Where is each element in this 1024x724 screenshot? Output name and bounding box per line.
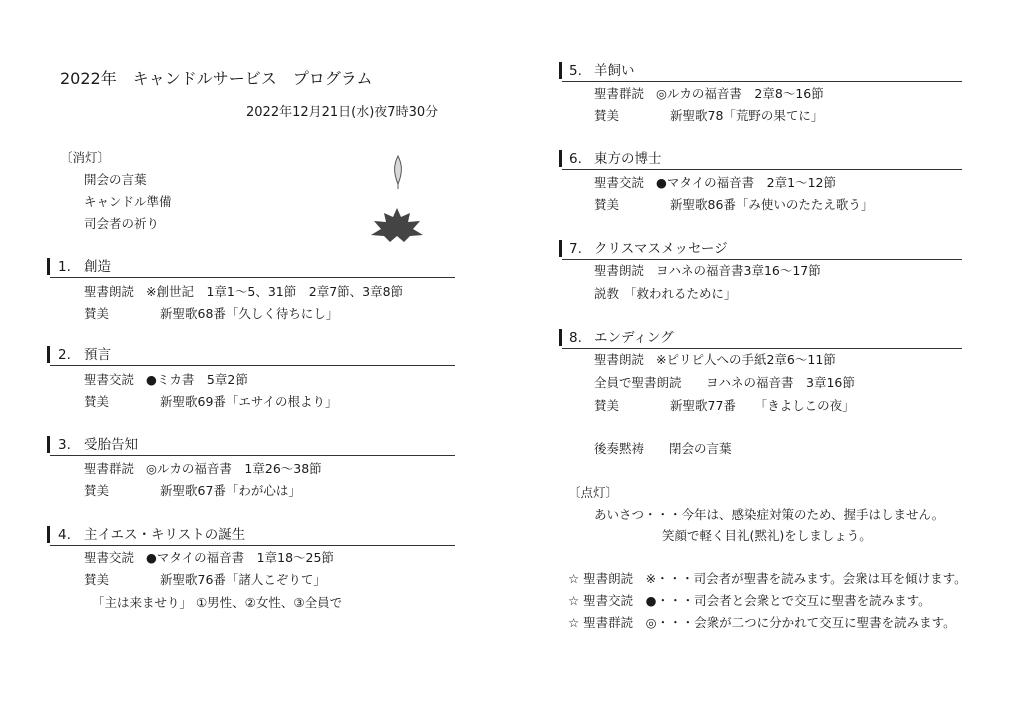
row-text: 新聖歌68番「久しく待ちにし」 <box>160 306 339 321</box>
row-label: 聖書朗読 <box>594 352 645 367</box>
lights-on-line: 笑顔で軽く目礼(黙礼)をしましょう。 <box>662 528 872 543</box>
section-marker <box>47 526 50 543</box>
section-marker <box>47 436 50 453</box>
section-title: 受胎告知 <box>84 437 138 453</box>
legend-note: ☆ 聖書群読 ◎・・・会衆が二つに分かれて交互に聖書を読みます。 <box>568 615 956 630</box>
row-text: ◎ルカの福音書 1章26～38節 <box>146 461 322 476</box>
row-label: 説教 <box>594 286 620 301</box>
row-text: 新聖歌76番「諸人こぞりて」 <box>160 572 326 587</box>
row-label: 聖書朗読 <box>84 284 135 299</box>
row-label: 全員で聖書朗読 <box>594 375 682 390</box>
row-label: 賛美 <box>84 394 110 409</box>
row-text: ●マタイの福音書 1章18～25節 <box>146 550 334 565</box>
row-label: 賛美 <box>84 483 110 498</box>
section-divider <box>562 259 962 260</box>
program-title: 2022年 キャンドルサービス プログラム <box>60 69 373 88</box>
section-divider <box>50 277 455 278</box>
section-number: 6. <box>569 151 582 167</box>
row-label: 賛美 <box>84 572 110 587</box>
row-label: 聖書交読 <box>84 372 135 387</box>
row-text: ※ピリピ人への手紙2章6～11節 <box>656 352 836 367</box>
section-title: 主イエス・キリストの誕生 <box>84 527 246 543</box>
section-divider <box>50 365 455 366</box>
section-marker <box>559 150 562 167</box>
section-marker <box>559 329 562 346</box>
candle-flame-icon <box>388 154 408 190</box>
section-number: 1. <box>58 259 71 275</box>
row-text: 新聖歌78「荒野の果てに」 <box>670 108 824 123</box>
row-text: 新聖歌67番「わが心は」 <box>160 483 301 498</box>
row-text: ヨハネの福音書 3章16節 <box>706 375 855 390</box>
program-datetime: 2022年12月21日(水)夜7時30分 <box>246 105 439 120</box>
row-text: 新聖歌86番「み使いのたたえ歌う」 <box>670 197 874 212</box>
row-text: ◎ルカの福音書 2章8～16節 <box>656 86 824 101</box>
row-text: ●マタイの福音書 2章1～12節 <box>656 175 836 190</box>
row-text: 新聖歌69番「エサイの根より」 <box>160 394 338 409</box>
row-text: 新聖歌77番 「きよしこの夜」 <box>670 398 855 413</box>
lights-off-label: 〔消灯〕 <box>60 150 111 165</box>
section-title: クリスマスメッセージ <box>594 241 728 257</box>
section-number: 5. <box>569 63 582 79</box>
holly-leaf-icon <box>368 205 426 245</box>
closing-line: 後奏黙祷 閉会の言葉 <box>594 441 732 456</box>
section-marker <box>559 240 562 257</box>
lights-off-item: 司会者の祈り <box>84 216 160 231</box>
lights-on-line: あいさつ・・・今年は、感染症対策のため、握手はしません。 <box>594 507 945 522</box>
section-divider <box>562 169 962 170</box>
lights-on-label: 〔点灯〕 <box>568 485 619 500</box>
section-title: 創造 <box>84 259 111 275</box>
section-title: 東方の博士 <box>594 151 662 167</box>
lights-off-item: 開会の言葉 <box>84 172 147 187</box>
section-title: エンディング <box>594 330 674 346</box>
row-label: 聖書交読 <box>594 175 645 190</box>
row-label: 聖書群読 <box>84 461 135 476</box>
row-text: ヨハネの福音書3章16～17節 <box>656 263 821 278</box>
legend-note: ☆ 聖書交読 ●・・・司会者と会衆とで交互に聖書を読みます。 <box>568 593 931 608</box>
section-number: 7. <box>569 241 582 257</box>
row-label: 賛美 <box>594 108 620 123</box>
legend-note: ☆ 聖書朗読 ※・・・司会者が聖書を読みます。会衆は耳を傾けます。 <box>568 571 967 586</box>
section-marker <box>559 62 562 79</box>
row-text: ●ミカ書 5章2節 <box>146 372 248 387</box>
section-divider <box>562 81 962 82</box>
row-label: 聖書群読 <box>594 86 645 101</box>
section-marker <box>47 346 50 363</box>
section-number: 2. <box>58 347 71 363</box>
row-text: 「救われるために」 <box>624 286 737 301</box>
row-text: ※創世記 1章1～5、31節 2章7節、3章8節 <box>146 284 404 299</box>
row-label: 聖書朗読 <box>594 263 645 278</box>
section-title: 預言 <box>84 347 111 363</box>
row-label: 聖書交読 <box>84 550 135 565</box>
section-number: 3. <box>58 437 71 453</box>
section-marker <box>47 258 50 275</box>
section-divider <box>50 545 455 546</box>
row-label: 賛美 <box>594 398 620 413</box>
section-title: 羊飼い <box>594 63 635 79</box>
section-number: 8. <box>569 330 582 346</box>
row-extra: 「主は来ませり」 ①男性、②女性、③全員で <box>92 595 343 610</box>
section-divider <box>562 348 962 349</box>
lights-off-item: キャンドル準備 <box>84 194 172 209</box>
section-divider <box>50 455 455 456</box>
row-label: 賛美 <box>594 197 620 212</box>
section-number: 4. <box>58 527 71 543</box>
row-label: 賛美 <box>84 306 110 321</box>
